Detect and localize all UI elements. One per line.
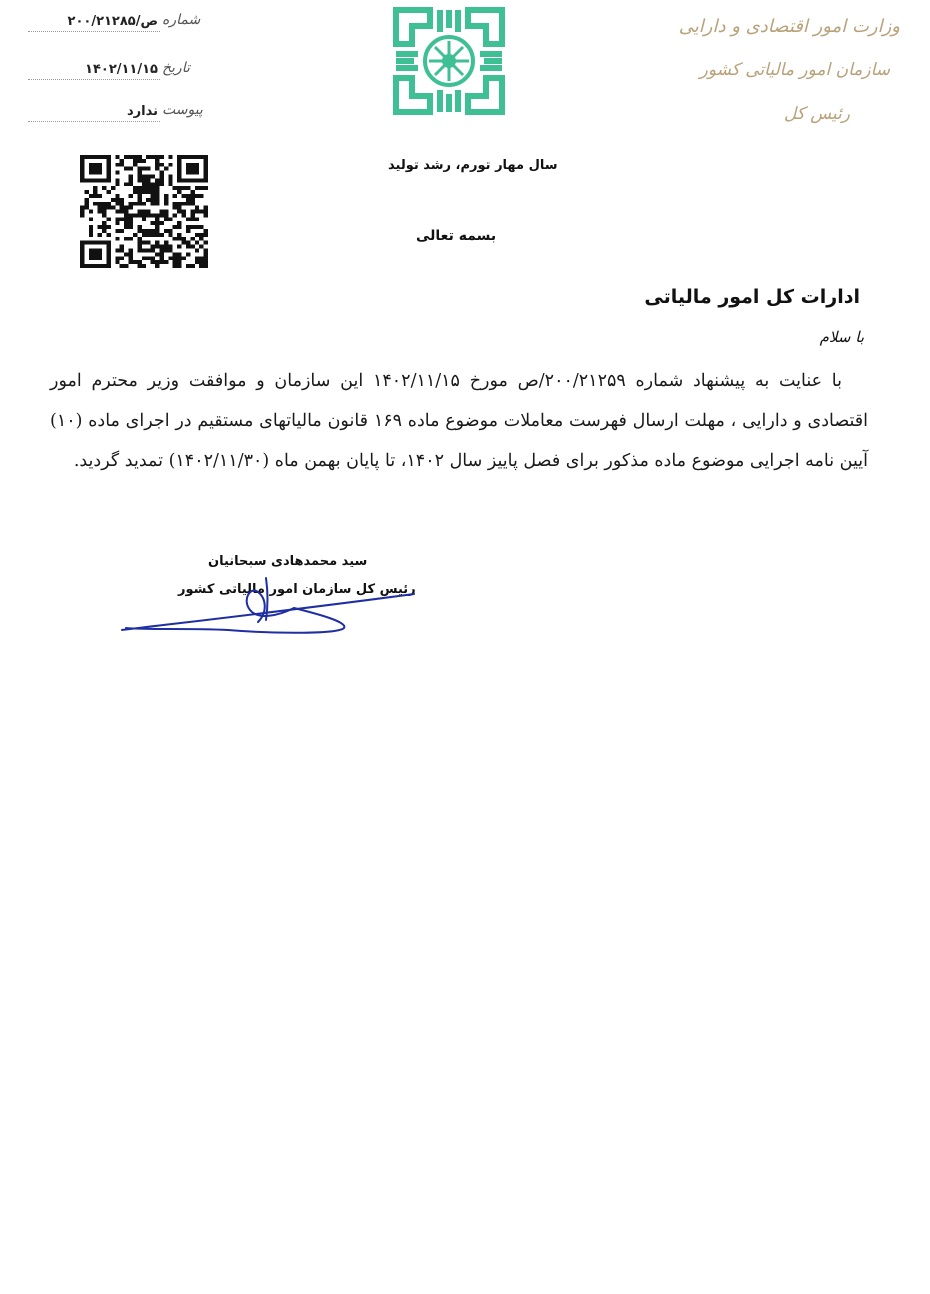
signatory-title: رئیس کل سازمان امور مالیاتی کشور [178, 582, 416, 597]
office-title: رئیس کل [783, 104, 850, 124]
qr-code [80, 155, 208, 268]
greeting: با سلام [819, 328, 864, 346]
attachment-label: پیوست [162, 102, 203, 118]
recipient: ادارات کل امور مالیاتی [644, 286, 860, 308]
attachment-row [28, 104, 218, 126]
number-label: شماره [162, 12, 201, 28]
ministry-name: وزارت امور اقتصادی و دارایی [678, 16, 900, 37]
letter-body: با عنایت به پیشنهاد شماره ۲۰۰/۲۱۲۵۹/ص مورخ ۱۴۰۲/۱۱/۱۵ این سازمان و موافقت وزیر محترم امور اقتصادی و دارایی ، مهلت ارسال فهرست معاملات موضوع ماده ۱۶۹ قانون مالیاتهای مستقیم در اجرای ماده (۱۰) آیین نامه اجرایی موضوع ماده مذکور برای فصل پاییز سال ۱۴۰۲، تا پایان بهمن ماه (۱۴۰۲/۱۱/۳۰) تمدید گردید. [50, 371, 868, 471]
signature-mark [118, 572, 418, 638]
date-label: تاریخ [162, 60, 190, 76]
signatory-name: سید محمدهادی سبحانیان [208, 554, 368, 569]
organization-logo [390, 4, 508, 118]
letter-number-row [28, 14, 218, 36]
attachment-value: ندارد [123, 104, 158, 119]
date-value: ۱۴۰۲/۱۱/۱۵ [81, 62, 158, 77]
organization-name: سازمان امور مالیاتی کشور [699, 60, 890, 80]
basmala: بسمه تعالی [416, 228, 497, 244]
year-slogan: سال مهار تورم، رشد تولید [388, 158, 558, 173]
letter-date-row [28, 62, 218, 84]
number-value: ۲۰۰/۲۱۲۸۵/ص [64, 14, 158, 29]
